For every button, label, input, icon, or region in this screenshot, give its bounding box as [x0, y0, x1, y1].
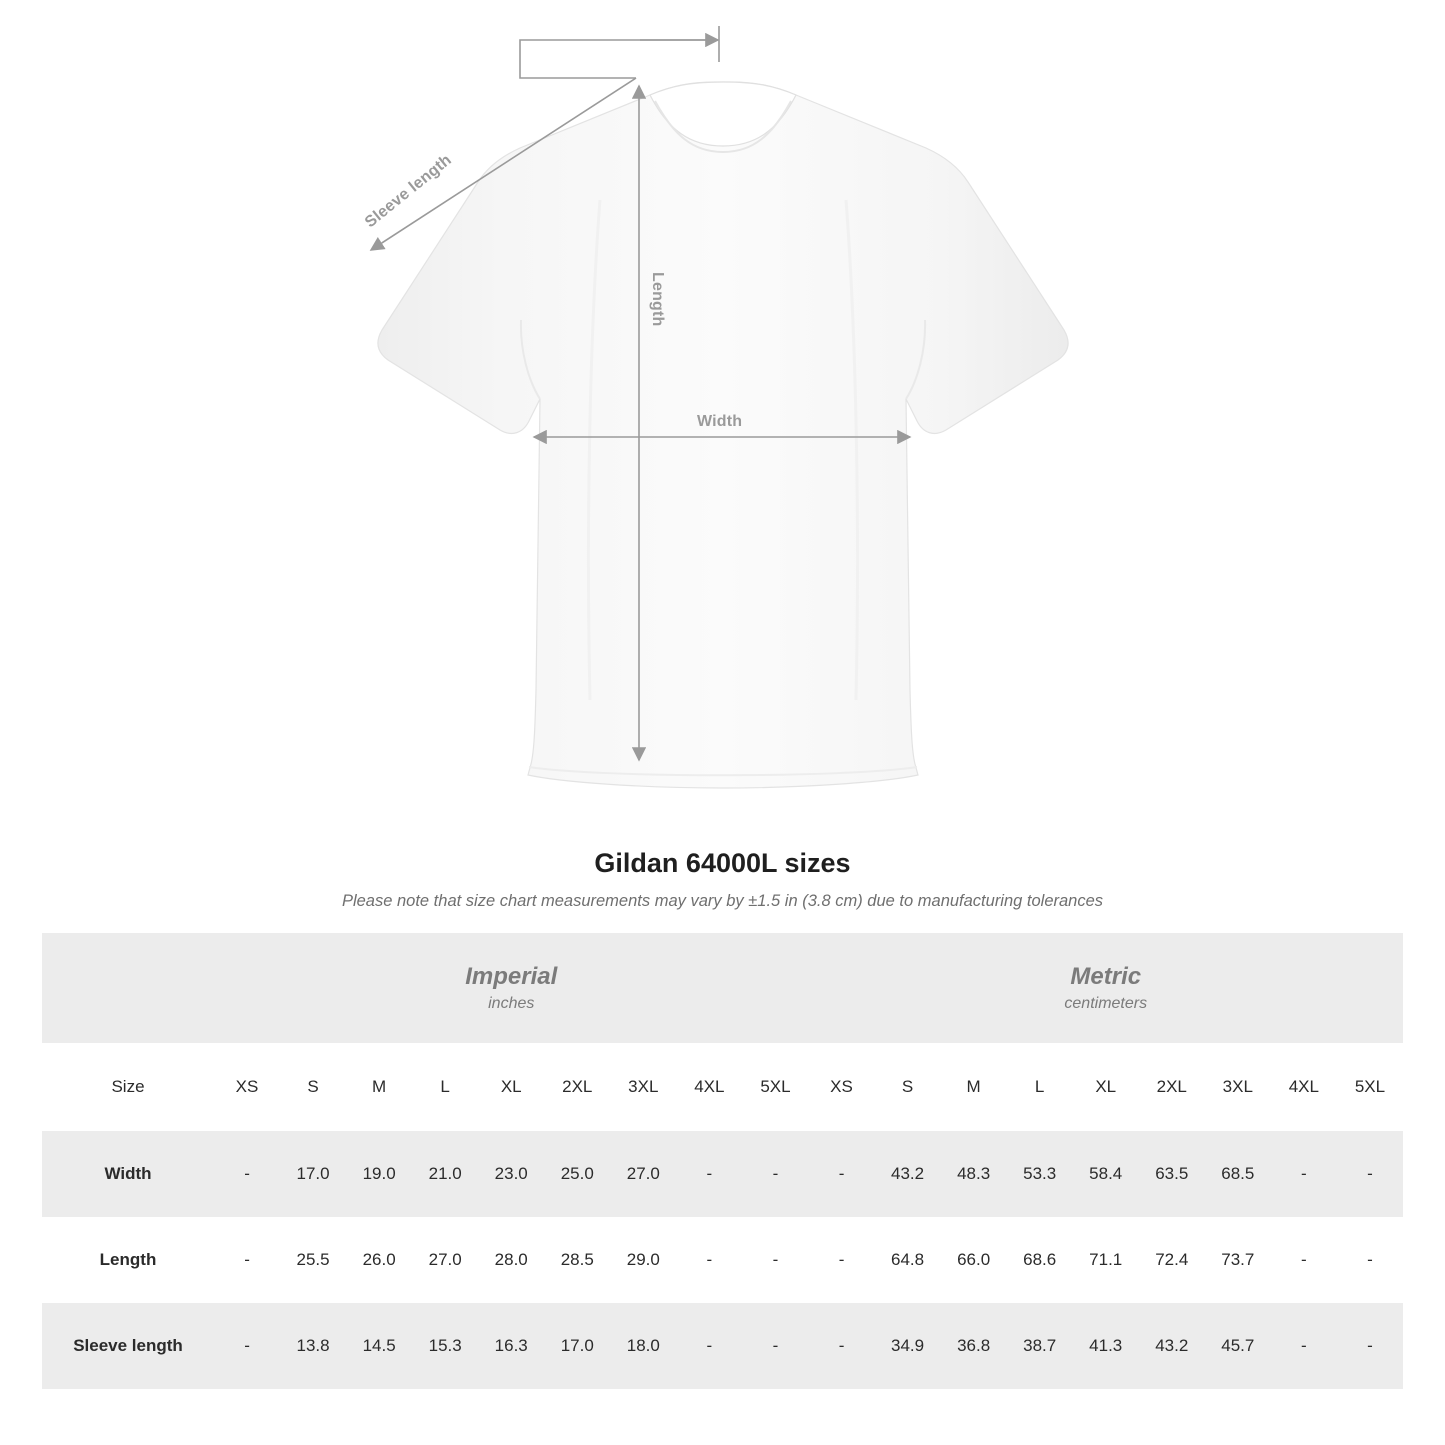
cell-length-metric-3xl: 73.7	[1221, 1250, 1255, 1269]
size-chart-table-wrapper	[42, 933, 1403, 1389]
size-header-5xl-metric: 5XL	[1337, 1043, 1403, 1131]
cell-length-imperial-3xl: 29.0	[626, 1250, 660, 1269]
unit-group-imperial	[214, 933, 809, 1043]
cell-sleeve-length-imperial-s: 13.8	[280, 1303, 346, 1389]
cell-sleeve-length-imperial-l: 15.3	[412, 1303, 478, 1389]
cell-sleeve-length-metric-4xl: -	[1271, 1303, 1337, 1389]
cell-sleeve-length-metric-3xl: 45.7	[1205, 1303, 1271, 1389]
cell-length-imperial-5xl: -	[772, 1250, 779, 1269]
cell-width-imperial-s: 17.0	[280, 1131, 346, 1217]
cell-width-imperial-2xl: 25.0	[544, 1131, 610, 1217]
size-header-4xl-imperial: 4XL	[676, 1043, 742, 1131]
table-row	[42, 1217, 1403, 1303]
cell-width-metric-xs: -	[809, 1131, 875, 1217]
size-header-5xl-imperial: 5XL	[742, 1043, 808, 1131]
size-header-m-metric: M	[941, 1043, 1007, 1131]
size-header-4xl-metric: 4XL	[1271, 1043, 1337, 1131]
cell-sleeve-length-imperial-xl: 16.3	[478, 1303, 544, 1389]
size-chart-table	[42, 933, 1403, 1389]
cell-width-imperial-5xl: -	[742, 1131, 808, 1217]
cell-sleeve-length-metric-m: 36.8	[941, 1303, 1007, 1389]
chart-note: Please note that size chart measurements may vary by ±1.5 in (3.8 cm) due to manufacturing tolerances	[341, 892, 1104, 910]
cell-sleeve-length-imperial-4xl: -	[676, 1303, 742, 1389]
size-header-label: Size	[42, 1043, 214, 1131]
cell-width-metric-l: 53.3	[1007, 1131, 1073, 1217]
table-row	[42, 1131, 1403, 1217]
row-label-sleeve-length: Sleeve length	[42, 1303, 214, 1389]
cell-width-metric-s: 43.2	[875, 1131, 941, 1217]
cell-length-imperial-xl: 28.0	[494, 1250, 528, 1269]
unit-group-name: Imperial	[465, 962, 558, 990]
width-label: Width	[697, 413, 743, 430]
cell-width-metric-5xl: -	[1337, 1131, 1403, 1217]
cell-length-metric-xl: 71.1	[1089, 1250, 1123, 1269]
chart-title: Gildan 64000L sizes	[594, 848, 851, 878]
size-header-s-metric: S	[875, 1043, 941, 1131]
cell-sleeve-length-imperial-2xl: 17.0	[544, 1303, 610, 1389]
cell-length-metric-m: 66.0	[957, 1250, 991, 1269]
cell-sleeve-length-imperial-m: 14.5	[346, 1303, 412, 1389]
cell-sleeve-length-metric-5xl: -	[1337, 1303, 1403, 1389]
size-header-2xl-metric: 2XL	[1139, 1043, 1205, 1131]
table-row	[42, 1303, 1403, 1389]
size-header-row	[42, 1043, 1403, 1131]
row-label-length: Length	[42, 1217, 214, 1303]
cell-width-metric-3xl: 68.5	[1205, 1131, 1271, 1217]
cell-sleeve-length-metric-xl: 41.3	[1073, 1303, 1139, 1389]
cell-length-metric-xs: -	[838, 1250, 845, 1269]
tshirt-shape	[378, 82, 1068, 788]
size-header-m-imperial: M	[346, 1043, 412, 1131]
cell-sleeve-length-metric-xs: -	[809, 1303, 875, 1389]
cell-width-metric-m: 48.3	[941, 1131, 1007, 1217]
cell-width-metric-2xl: 63.5	[1139, 1131, 1205, 1217]
size-header-xl-metric: XL	[1073, 1043, 1139, 1131]
cell-sleeve-length-metric-l: 38.7	[1007, 1303, 1073, 1389]
cell-length-imperial-2xl: 28.5	[560, 1250, 594, 1269]
cell-length-metric-4xl: -	[1301, 1250, 1307, 1269]
chart-header	[0, 830, 1445, 911]
size-header-xs-metric: XS	[809, 1043, 875, 1131]
cell-length-imperial-4xl: -	[706, 1250, 713, 1269]
cell-width-imperial-xs: -	[214, 1131, 280, 1217]
cell-width-imperial-m: 19.0	[346, 1131, 412, 1217]
unit-group-metric	[809, 933, 1404, 1043]
unit-header-spacer	[42, 933, 214, 1043]
cell-width-imperial-3xl: 27.0	[610, 1131, 676, 1217]
cell-width-imperial-l: 21.0	[412, 1131, 478, 1217]
unit-header-row	[42, 933, 1403, 1043]
sleeve-length-label: Sleeve length	[362, 151, 455, 232]
cell-sleeve-length-metric-s: 34.9	[875, 1303, 941, 1389]
cell-sleeve-length-metric-2xl: 43.2	[1139, 1303, 1205, 1389]
cell-width-imperial-xl: 23.0	[478, 1131, 544, 1217]
unit-group-sub: centimeters	[1064, 995, 1148, 1013]
size-header-xl-imperial: XL	[478, 1043, 544, 1131]
cell-length-imperial-xs: -	[244, 1250, 250, 1269]
size-header-l-imperial: L	[412, 1043, 478, 1131]
unit-group-sub: inches	[488, 995, 535, 1013]
cell-length-metric-5xl: -	[1367, 1250, 1373, 1269]
cell-sleeve-length-imperial-5xl: -	[742, 1303, 808, 1389]
row-label-width: Width	[42, 1131, 214, 1217]
cell-length-metric-s: 64.8	[891, 1250, 925, 1269]
length-label: Length	[649, 272, 666, 327]
size-header-s-imperial: S	[280, 1043, 346, 1131]
size-header-3xl-imperial: 3XL	[610, 1043, 676, 1131]
unit-group-name: Metric	[1070, 962, 1142, 990]
size-header-l-metric: L	[1007, 1043, 1073, 1131]
size-header-xs-imperial: XS	[214, 1043, 280, 1131]
cell-length-imperial-s: 25.5	[296, 1250, 330, 1269]
cell-length-metric-l: 68.6	[1023, 1250, 1057, 1269]
cell-length-metric-2xl: 72.4	[1155, 1250, 1189, 1269]
cell-length-imperial-m: 26.0	[362, 1250, 396, 1269]
cell-sleeve-length-imperial-3xl: 18.0	[610, 1303, 676, 1389]
cell-width-metric-xl: 58.4	[1073, 1131, 1139, 1217]
cell-width-metric-4xl: -	[1271, 1131, 1337, 1217]
size-header-2xl-imperial: 2XL	[544, 1043, 610, 1131]
cell-length-imperial-l: 27.0	[428, 1250, 462, 1269]
size-header-3xl-metric: 3XL	[1205, 1043, 1271, 1131]
cell-width-imperial-4xl: -	[676, 1131, 742, 1217]
cell-sleeve-length-imperial-xs: -	[214, 1303, 280, 1389]
